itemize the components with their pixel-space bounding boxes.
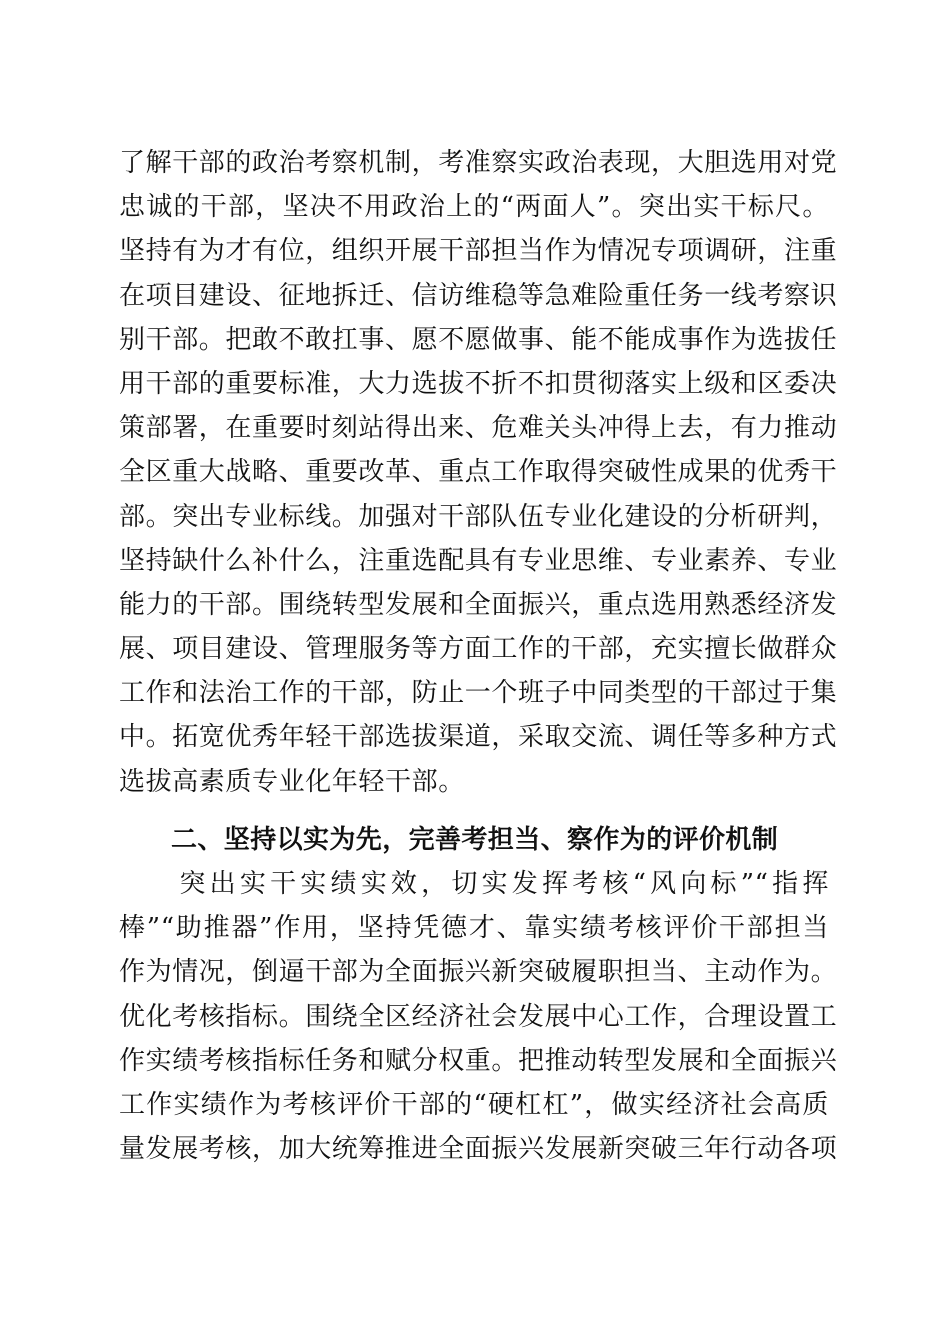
text-line: 展、项目建设、管理服务等方面工作的干部，充实擅长做群众 <box>119 634 838 665</box>
text-line: 在项目建设、征地拆迁、信访维稳等急难险重任务一线考察识 <box>119 280 838 311</box>
text-line: 突出实干实绩实效，切实发挥考核“风向标”“指挥 <box>119 869 829 899</box>
text-line: 选拔高素质专业化年轻干部。 <box>119 766 465 797</box>
text-line: 工作和法治工作的干部，防止一个班子中同类型的干部过于集 <box>119 678 838 709</box>
text-line: 了解干部的政治考察机制，考准察实政治表现，大胆选用对党 <box>119 148 838 178</box>
text-line: 作实绩考核指标任务和赋分权重。把推动转型发展和全面振兴 <box>119 1045 838 1076</box>
section-heading: 二、坚持以实为先，完善考担当、察作为的评价机制 <box>171 825 779 855</box>
text-line: 忠诚的干部，坚决不用政治上的“两面人”。突出实干标尺。 <box>119 192 829 223</box>
text-line: 棒”“助推器”作用，坚持凭德才、靠实绩考核评价干部担当 <box>119 913 829 944</box>
text-line: 量发展考核，加大统筹推进全面振兴发展新突破三年行动各项 <box>119 1134 838 1165</box>
text-line: 能力的干部。围绕转型发展和全面振兴，重点选用熟悉经济发 <box>119 589 838 620</box>
text-line: 用干部的重要标准，大力选拔不折不扣贯彻落实上级和区委决 <box>119 368 838 399</box>
text-line: 策部署，在重要时刻站得出来、危难关头冲得上去，有力推动 <box>119 413 838 444</box>
text-line: 坚持缺什么补什么，注重选配具有专业思维、专业素养、专业 <box>119 545 838 576</box>
text-line: 中。拓宽优秀年轻干部选拔渠道，采取交流、调任等多种方式 <box>119 722 838 753</box>
text-line: 部。突出专业标线。加强对干部队伍专业化建设的分析研判， <box>119 501 838 532</box>
text-line: 作为情况，倒逼干部为全面振兴新突破履职担当、主动作为。 <box>119 957 838 988</box>
text-line: 坚持有为才有位，组织开展干部担当作为情况专项调研，注重 <box>119 236 838 267</box>
body-paragraph-1 <box>119 141 838 804</box>
text-line: 全区重大战略、重要改革、重点工作取得突破性成果的优秀干 <box>119 457 838 488</box>
text-line: 工作实绩作为考核评价干部的“硬杠杠”，做实经济社会高质 <box>119 1089 829 1120</box>
body-paragraph-2 <box>119 862 838 1171</box>
text-line: 别干部。把敢不敢扛事、愿不愿做事、能不能成事作为选拔任 <box>119 324 838 355</box>
text-line: 优化考核指标。围绕全区经济社会发展中心工作，合理设置工 <box>119 1001 838 1032</box>
